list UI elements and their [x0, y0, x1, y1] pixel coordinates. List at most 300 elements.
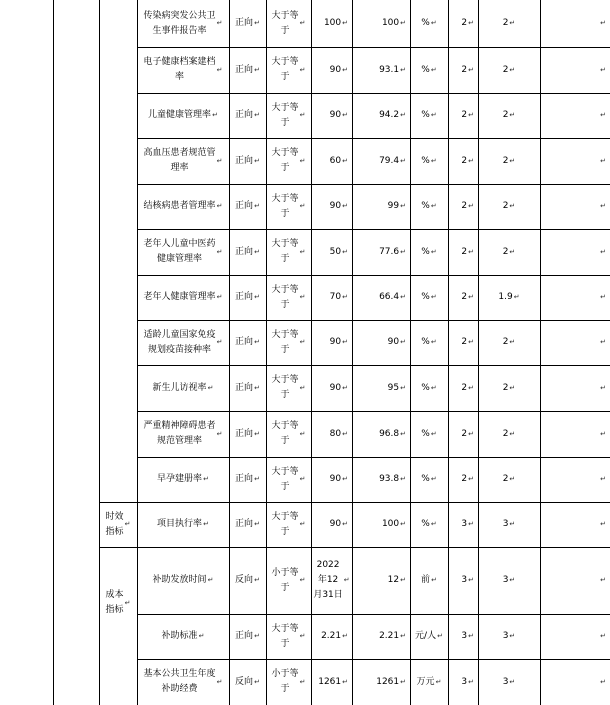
condition-cell [266, 457, 311, 502]
paragraph-mark-icon: ↵ [509, 156, 516, 165]
score-cell [478, 47, 540, 93]
grid-line [137, 275, 610, 276]
target-value-cell [311, 411, 352, 457]
paragraph-mark-icon: ↵ [342, 677, 348, 686]
score-cell [478, 275, 540, 320]
actual-value-cell-text: 79.4 [379, 155, 400, 166]
paragraph-mark-icon: ↵ [342, 65, 348, 74]
target-value-cell [311, 47, 352, 93]
condition-cell-text: 大于等 于 [271, 193, 299, 219]
score-cell [478, 502, 540, 547]
paragraph-mark-icon: ↵ [430, 520, 437, 528]
paragraph-mark-icon: ↵ [509, 429, 516, 438]
actual-value-cell-text: 99 [387, 201, 400, 211]
unit-cell-text: 元/人 [415, 631, 437, 641]
paragraph-mark-icon: ↵ [254, 19, 260, 27]
weight-cell-text: 3 [461, 676, 468, 687]
condition-cell [266, 184, 311, 229]
paragraph-mark-icon: ↵ [203, 475, 209, 483]
paragraph-mark-icon: ↵ [509, 520, 516, 528]
direction-cell-text: 正向 [235, 110, 254, 120]
paragraph-mark-icon: ↵ [342, 111, 348, 119]
direction-cell-text: 正向 [235, 631, 254, 641]
paragraph-mark-icon: ↵ [124, 598, 131, 607]
paragraph-mark-icon: ↵ [299, 429, 306, 438]
unit-cell-text: % [421, 474, 430, 484]
paragraph-mark-icon: ↵ [216, 202, 223, 210]
score-cell-text: 2 [502, 64, 509, 75]
condition-cell-text: 大于等 于 [271, 148, 299, 173]
score-cell [478, 547, 540, 614]
paragraph-mark-icon: ↵ [509, 677, 516, 686]
direction-cell-text: 反向 [235, 676, 254, 687]
paragraph-mark-icon: ↵ [342, 338, 348, 346]
weight-cell-text: 2 [461, 18, 468, 28]
paragraph-mark-icon: ↵ [299, 475, 306, 483]
direction-cell [229, 457, 266, 502]
paragraph-mark-icon: ↵ [600, 677, 606, 686]
target-value-cell [311, 365, 352, 411]
actual-value-cell-text: 1261 [376, 676, 400, 687]
target-value-cell-text: 2022 年12 月31日 [313, 560, 343, 600]
indicator-name-cell-text: 老年人儿童中医药 健康管理率 [143, 239, 216, 264]
unit-cell [410, 659, 448, 705]
paragraph-mark-icon: ↵ [254, 383, 260, 392]
grid-line [137, 365, 610, 366]
actual-value-cell [352, 614, 410, 659]
note-cell [540, 614, 610, 659]
paragraph-mark-icon: ↵ [400, 247, 406, 256]
actual-value-cell [352, 457, 410, 502]
score-cell-text: 3 [502, 575, 509, 585]
paragraph-mark-icon: ↵ [299, 247, 306, 256]
weight-cell [448, 547, 478, 614]
paragraph-mark-icon: ↵ [600, 202, 606, 210]
paragraph-mark-icon: ↵ [509, 632, 516, 640]
condition-cell-text: 大于等 于 [271, 57, 299, 82]
grid-line [137, 0, 138, 705]
direction-cell-text: 正向 [235, 428, 254, 439]
actual-value-cell [352, 47, 410, 93]
weight-cell-text: 2 [461, 474, 468, 484]
paragraph-mark-icon: ↵ [216, 677, 223, 686]
unit-cell [410, 614, 448, 659]
grid-line [137, 411, 610, 412]
unit-cell-text: % [421, 382, 430, 393]
condition-cell-text: 大于等 于 [271, 466, 299, 492]
paragraph-mark-icon: ↵ [600, 247, 606, 256]
paragraph-mark-icon: ↵ [299, 520, 306, 528]
actual-value-cell-text: 93.8 [379, 474, 400, 484]
paragraph-mark-icon: ↵ [430, 156, 437, 165]
score-cell-text: 2 [502, 246, 509, 257]
note-cell [540, 0, 610, 47]
grid-line [137, 47, 610, 48]
indicator-name-cell-text: 高血压患者规范管 理率 [143, 148, 216, 173]
paragraph-mark-icon: ↵ [468, 632, 474, 640]
direction-cell-text: 反向 [235, 575, 254, 585]
condition-cell [266, 659, 311, 705]
weight-cell [448, 138, 478, 184]
paragraph-mark-icon: ↵ [216, 65, 223, 74]
weight-cell-text: 2 [461, 110, 468, 120]
actual-value-cell-text: 96.8 [379, 428, 400, 439]
unit-cell [410, 411, 448, 457]
paragraph-mark-icon: ↵ [299, 293, 306, 301]
paragraph-mark-icon: ↵ [513, 293, 520, 301]
condition-cell [266, 93, 311, 138]
indicator-name-cell [137, 365, 229, 411]
paragraph-mark-icon: ↵ [254, 202, 260, 210]
paragraph-mark-icon: ↵ [299, 576, 306, 584]
target-value-cell [311, 614, 352, 659]
score-cell-text: 3 [502, 519, 509, 529]
paragraph-mark-icon: ↵ [254, 293, 260, 301]
weight-cell-text: 2 [461, 201, 468, 211]
paragraph-mark-icon: ↵ [468, 383, 474, 392]
grid-line [410, 0, 411, 705]
direction-cell [229, 320, 266, 365]
paragraph-mark-icon: ↵ [600, 338, 606, 346]
score-cell [478, 138, 540, 184]
actual-value-cell-text: 66.4 [379, 292, 400, 302]
indicator-name-cell [137, 547, 229, 614]
indicator-name-cell-text: 补助发放时间 [152, 575, 207, 585]
paragraph-mark-icon: ↵ [600, 293, 606, 301]
grid-line [352, 0, 353, 705]
paragraph-mark-icon: ↵ [400, 202, 406, 210]
condition-cell [266, 320, 311, 365]
paragraph-mark-icon: ↵ [299, 111, 306, 119]
paragraph-mark-icon: ↵ [216, 429, 223, 438]
grid-line [99, 547, 610, 548]
weight-cell-text: 3 [461, 631, 468, 641]
target-value-cell-text: 50 [329, 246, 342, 257]
paragraph-mark-icon: ↵ [509, 475, 516, 483]
paragraph-mark-icon: ↵ [430, 65, 437, 74]
paragraph-mark-icon: ↵ [400, 475, 406, 483]
target-value-cell [311, 457, 352, 502]
note-cell [540, 457, 610, 502]
paragraph-mark-icon: ↵ [468, 293, 474, 301]
paragraph-mark-icon: ↵ [600, 576, 606, 584]
paragraph-mark-icon: ↵ [254, 632, 260, 640]
unit-cell [410, 502, 448, 547]
indicator-name-cell-text: 严重精神障碍患者 规范管理率 [143, 421, 216, 446]
weight-cell-text: 3 [461, 575, 468, 585]
target-value-cell [311, 502, 352, 547]
actual-value-cell [352, 138, 410, 184]
unit-cell [410, 457, 448, 502]
score-cell-text: 2 [502, 337, 509, 347]
unit-cell-text: % [421, 18, 430, 28]
paragraph-mark-icon: ↵ [468, 677, 474, 686]
condition-cell [266, 275, 311, 320]
actual-value-cell [352, 275, 410, 320]
grid-line [137, 138, 610, 139]
actual-value-cell-text: 94.2 [379, 110, 400, 120]
paragraph-mark-icon: ↵ [468, 65, 474, 74]
indicator-name-cell [137, 0, 229, 47]
note-cell [540, 138, 610, 184]
unit-cell [410, 0, 448, 47]
paragraph-mark-icon: ↵ [216, 156, 223, 165]
target-value-cell-text: 70 [329, 292, 342, 302]
unit-cell [410, 184, 448, 229]
target-value-cell-text: 90 [329, 382, 342, 393]
target-value-cell-text: 90 [329, 110, 342, 120]
weight-cell [448, 457, 478, 502]
paragraph-mark-icon: ↵ [216, 19, 223, 27]
grid-line [137, 93, 610, 94]
actual-value-cell [352, 229, 410, 275]
paragraph-mark-icon: ↵ [342, 383, 348, 392]
paragraph-mark-icon: ↵ [342, 429, 348, 438]
paragraph-mark-icon: ↵ [299, 383, 306, 392]
weight-cell-text: 2 [461, 382, 468, 393]
indicator-name-cell [137, 47, 229, 93]
paragraph-mark-icon: ↵ [207, 576, 214, 584]
target-value-cell-text: 60 [329, 155, 342, 166]
indicator-name-cell [137, 138, 229, 184]
category-cell-text: 时效 指标 [105, 511, 124, 537]
direction-cell-text: 正向 [235, 519, 254, 529]
paragraph-mark-icon: ↵ [509, 247, 516, 256]
unit-cell [410, 47, 448, 93]
paragraph-mark-icon: ↵ [207, 383, 214, 392]
paragraph-mark-icon: ↵ [254, 111, 260, 119]
weight-cell-text: 2 [461, 155, 468, 166]
grid-line [99, 502, 610, 503]
indicator-name-cell-text: 适龄儿童国家免疫 规划疫苗接种率 [143, 329, 216, 355]
weight-cell [448, 659, 478, 705]
paragraph-mark-icon: ↵ [342, 19, 348, 27]
paragraph-mark-icon: ↵ [468, 429, 474, 438]
condition-cell [266, 138, 311, 184]
indicator-name-cell [137, 457, 229, 502]
score-cell [478, 0, 540, 47]
paragraph-mark-icon: ↵ [342, 247, 348, 256]
direction-cell [229, 502, 266, 547]
actual-value-cell-text: 100 [381, 519, 400, 529]
weight-cell [448, 0, 478, 47]
condition-cell-text: 大于等 于 [271, 511, 299, 537]
note-cell [540, 229, 610, 275]
indicator-name-cell-text: 老年人健康管理率 [143, 292, 216, 302]
paragraph-mark-icon: ↵ [468, 520, 474, 528]
direction-cell [229, 184, 266, 229]
target-value-cell-text: 2.21 [321, 631, 342, 641]
target-value-cell-text: 1261 [318, 676, 342, 687]
direction-cell-text: 正向 [235, 64, 254, 75]
score-cell [478, 365, 540, 411]
target-value-cell-text: 90 [329, 519, 342, 529]
direction-cell [229, 365, 266, 411]
paragraph-mark-icon: ↵ [299, 202, 306, 210]
target-value-cell-text: 80 [329, 428, 342, 439]
target-value-cell-text: 90 [329, 201, 342, 211]
target-value-cell-text: 90 [329, 474, 342, 484]
paragraph-mark-icon: ↵ [216, 247, 223, 256]
indicator-name-cell [137, 411, 229, 457]
direction-cell [229, 47, 266, 93]
grid-line [137, 184, 610, 185]
paragraph-mark-icon: ↵ [509, 338, 516, 346]
condition-cell [266, 47, 311, 93]
grid-line [137, 614, 610, 615]
indicator-name-cell [137, 93, 229, 138]
grid-line [137, 457, 610, 458]
score-cell-text: 2 [502, 201, 509, 211]
unit-cell [410, 93, 448, 138]
direction-cell [229, 659, 266, 705]
actual-value-cell [352, 365, 410, 411]
grid-line [311, 0, 312, 705]
unit-cell [410, 365, 448, 411]
grid-line [448, 0, 449, 705]
paragraph-mark-icon: ↵ [254, 338, 260, 346]
target-value-cell [311, 659, 352, 705]
weight-cell-text: 2 [461, 292, 468, 302]
paragraph-mark-icon: ↵ [600, 475, 606, 483]
actual-value-cell [352, 93, 410, 138]
actual-value-cell [352, 659, 410, 705]
paragraph-mark-icon: ↵ [430, 338, 437, 346]
target-value-cell-text: 90 [329, 64, 342, 75]
paragraph-mark-icon: ↵ [254, 247, 260, 256]
paragraph-mark-icon: ↵ [299, 632, 306, 640]
condition-cell-text: 小于等 于 [271, 669, 299, 694]
condition-cell [266, 365, 311, 411]
paragraph-mark-icon: ↵ [435, 677, 442, 686]
indicator-name-cell [137, 320, 229, 365]
paragraph-mark-icon: ↵ [430, 383, 437, 392]
condition-cell [266, 614, 311, 659]
paragraph-mark-icon: ↵ [254, 475, 260, 483]
condition-cell-text: 大于等 于 [271, 329, 299, 355]
note-cell [540, 365, 610, 411]
paragraph-mark-icon: ↵ [400, 677, 406, 686]
indicator-name-cell-text: 早孕建册率 [157, 474, 203, 484]
score-cell-text: 3 [502, 676, 509, 687]
score-cell [478, 457, 540, 502]
grid-line [266, 0, 267, 705]
unit-cell-text: % [421, 110, 430, 120]
direction-cell-text: 正向 [235, 292, 254, 302]
actual-value-cell [352, 320, 410, 365]
paragraph-mark-icon: ↵ [343, 576, 350, 584]
direction-cell [229, 614, 266, 659]
note-cell [540, 93, 610, 138]
direction-cell [229, 275, 266, 320]
score-cell-text: 3 [502, 631, 509, 641]
direction-cell [229, 411, 266, 457]
paragraph-mark-icon: ↵ [216, 338, 223, 346]
weight-cell-text: 2 [461, 64, 468, 75]
grid-line [53, 0, 54, 705]
score-cell [478, 614, 540, 659]
paragraph-mark-icon: ↵ [600, 632, 606, 640]
target-value-cell [311, 138, 352, 184]
paragraph-mark-icon: ↵ [400, 19, 406, 27]
condition-cell-text: 大于等 于 [271, 239, 299, 264]
note-cell [540, 547, 610, 614]
weight-cell-text: 3 [461, 519, 468, 529]
actual-value-cell-text: 93.1 [379, 64, 400, 75]
condition-cell [266, 411, 311, 457]
direction-cell [229, 547, 266, 614]
indicator-name-cell [137, 275, 229, 320]
paragraph-mark-icon: ↵ [430, 475, 437, 483]
paragraph-mark-icon: ↵ [400, 383, 406, 392]
paragraph-mark-icon: ↵ [254, 520, 260, 528]
unit-cell-text: % [421, 519, 430, 529]
paragraph-mark-icon: ↵ [254, 65, 260, 74]
weight-cell [448, 502, 478, 547]
note-cell [540, 184, 610, 229]
actual-value-cell [352, 0, 410, 47]
target-value-cell [311, 229, 352, 275]
paragraph-mark-icon: ↵ [299, 338, 306, 346]
unit-cell [410, 547, 448, 614]
paragraph-mark-icon: ↵ [430, 293, 437, 301]
unit-cell-text: % [421, 155, 430, 166]
paragraph-mark-icon: ↵ [124, 520, 131, 528]
score-cell-text: 2 [502, 18, 509, 28]
unit-cell [410, 275, 448, 320]
paragraph-mark-icon: ↵ [203, 520, 209, 528]
indicator-name-cell-text: 项目执行率 [157, 519, 203, 529]
score-cell-text: 1.9 [498, 292, 513, 302]
grid-line [137, 320, 610, 321]
unit-cell-text: 前 [421, 575, 431, 585]
score-cell-text: 2 [502, 110, 509, 120]
indicator-name-cell [137, 184, 229, 229]
actual-value-cell-text: 77.6 [379, 246, 400, 257]
actual-value-cell [352, 411, 410, 457]
grid-line [137, 659, 610, 660]
indicator-name-cell-text: 电子健康档案建档 率 [143, 57, 216, 82]
indicator-name-cell [137, 229, 229, 275]
direction-cell-text: 正向 [235, 474, 254, 484]
paragraph-mark-icon: ↵ [342, 632, 348, 640]
weight-cell-text: 2 [461, 428, 468, 439]
paragraph-mark-icon: ↵ [342, 293, 348, 301]
paragraph-mark-icon: ↵ [216, 293, 223, 301]
direction-cell [229, 0, 266, 47]
weight-cell [448, 320, 478, 365]
paragraph-mark-icon: ↵ [400, 576, 406, 584]
indicator-name-cell-text: 传染病突发公共卫 生事件报告率 [143, 10, 216, 36]
paragraph-mark-icon: ↵ [254, 576, 260, 584]
indicator-name-cell [137, 659, 229, 705]
target-value-cell [311, 547, 352, 614]
score-cell [478, 229, 540, 275]
paragraph-mark-icon: ↵ [509, 576, 516, 584]
condition-cell [266, 502, 311, 547]
condition-cell [266, 229, 311, 275]
target-value-cell [311, 93, 352, 138]
weight-cell-text: 2 [461, 246, 468, 257]
paragraph-mark-icon: ↵ [600, 520, 606, 528]
paragraph-mark-icon: ↵ [468, 576, 474, 584]
paragraph-mark-icon: ↵ [342, 475, 348, 483]
paragraph-mark-icon: ↵ [342, 202, 348, 210]
direction-cell-text: 正向 [235, 382, 254, 393]
category-cell-text: 成本 指标 [105, 590, 124, 615]
category-cell [99, 502, 137, 547]
direction-cell-text: 正向 [235, 201, 254, 211]
